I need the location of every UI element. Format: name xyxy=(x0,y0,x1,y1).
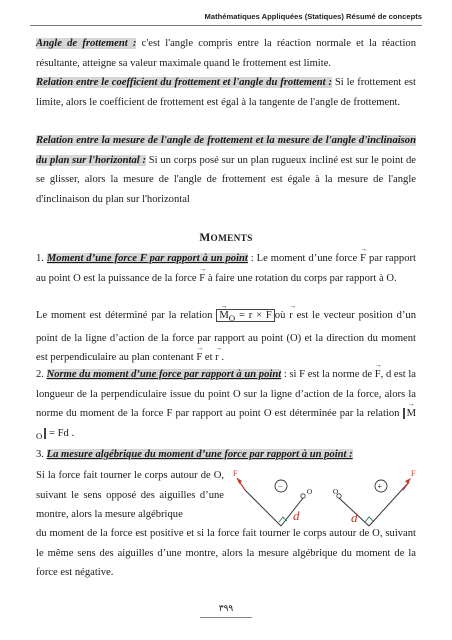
paragraph-incline-relation xyxy=(36,131,416,209)
diagram-negative-moment xyxy=(233,469,312,526)
paragraph-algebraic-measure-heading: 3. La mesure algébrique du moment d’une force par rapport à un point : xyxy=(36,449,353,460)
term-algebraic-measure: La mesure algébrique du moment d’une force par rapport à un point : xyxy=(46,449,353,460)
sign-positive: + xyxy=(377,482,383,491)
term-moment-definition: Moment d’une force F par rapport à un point xyxy=(46,253,248,264)
paragraph-moment-norm: 2. Norme du moment d’une force par rapport à un point : si F est la norme de → F, d est la longueur de la perpendiculaire issue du point O sur la ligne d’action de la force, alors la norme du moment de la force F par rapport au point O est déterminée par la relation → $M_O = Fd$ . xyxy=(36,365,416,446)
term-friction-angle: Angle de frottement : xyxy=(36,38,137,49)
page-number-underline xyxy=(200,617,252,618)
paragraph-algebraic-measure-full: du moment de la force est positive et si la force fait tourner le corps autour de O, suivant le même sens des aiguilles d’une montre, alors la mesure algébrique du moment de la force est négative. xyxy=(36,528,416,578)
section-title-moments: MOMENTS xyxy=(199,232,253,244)
formula-moment-norm: → $M_O$ xyxy=(36,408,416,439)
formula-moment-vector: → $M_O = r \times F$ xyxy=(216,309,274,322)
page-header: Mathématiques Appliquées (Statiques) Résumé de concepts xyxy=(204,12,422,21)
text-coef-relation: Si le frottement est limite, alors le coefficient de frottement est égal à la tangente de l'angle de frottement. xyxy=(36,77,416,108)
label-F-left: F xyxy=(233,469,238,478)
moment-sign-diagram xyxy=(233,468,423,530)
paragraph-moment-definition: 1. Moment d’une force F par rapport à un point : Le moment d’une force → F par rapport au point O est la puissance de la force → F à faire une rotation du corps par rapport à O. xyxy=(36,249,416,288)
diagram-positive-moment xyxy=(333,469,416,526)
text-friction-angle: c'est l'angle compris entre la réaction normale et la réaction résultante, atteigne sa valeur maximale quand le frottement est limite. xyxy=(36,38,416,69)
header-divider xyxy=(30,25,422,26)
vector-F: → F xyxy=(199,269,205,289)
paragraph-friction-angle xyxy=(36,34,416,73)
text-incline-relation: Si un corps posé sur un plan rugueux incliné est sur le point de se glisser, alors la mesure de l'angle de frottement est égale à la mesure de l'angle d'inclinaison du plan sur l'horizontal xyxy=(36,154,416,205)
term-coef-relation: Relation entre le coefficient du frottement et l'angle du frottement : xyxy=(36,77,333,88)
label-F-right: F xyxy=(411,469,416,478)
sign-negative: − xyxy=(278,482,283,491)
vector-r: → r xyxy=(289,306,293,326)
label-d-right: d xyxy=(351,510,358,525)
term-moment-norm: Norme du moment d’une force par rapport à un point xyxy=(46,369,282,380)
svg-text:O: O xyxy=(333,488,339,496)
paragraph-algebraic-measure-narrow: Si la force fait tourner le corps autour de O, suivant le sens opposé des aiguilles d’une montre, alors la mesure algébrique xyxy=(36,470,224,520)
page-number: ٣٩٩ xyxy=(218,604,234,614)
paragraph-moment-relation: Le moment est déterminé par la relation → $M_O = r \times F$ où → r est le vecteur position d’un point de la ligne d’action de la force par rapport au point (O) et la direction du moment est perpendiculaire au plan contenant → F et → r . xyxy=(36,306,416,368)
term-incline-relation: Relation entre la mesure de l'angle de frottement et la mesure de l'angle d'inclinaison du plan sur l'horizontal : xyxy=(36,135,416,166)
label-d-left: d xyxy=(293,508,300,523)
paragraph-coef-relation xyxy=(36,73,416,112)
svg-text:O: O xyxy=(307,488,313,496)
vector-F: → F xyxy=(360,249,366,269)
